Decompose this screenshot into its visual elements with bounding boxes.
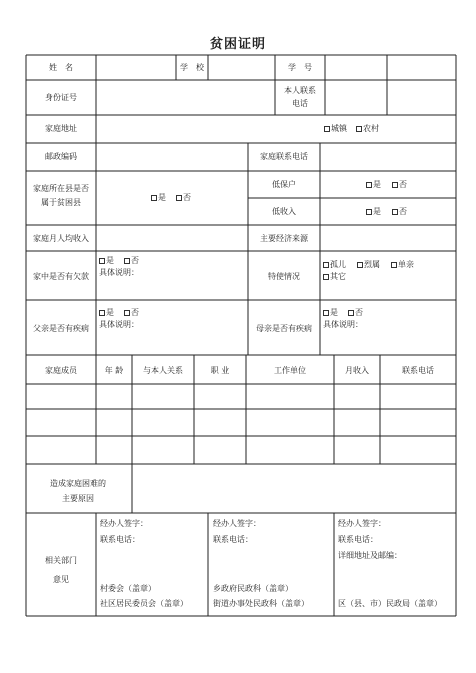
label-county-line2: 属于贫困县 xyxy=(41,198,81,207)
county-no-label: 否 xyxy=(183,193,191,202)
dibao-no-option[interactable] xyxy=(392,180,407,190)
father-no-option[interactable] xyxy=(124,308,139,318)
dibao-no-checkbox[interactable] xyxy=(392,182,398,188)
label-student-id: 学 号 xyxy=(288,63,312,72)
debt-explain-label: 具体说明： xyxy=(99,268,139,277)
col3-address: 详细地址及邮编： xyxy=(338,551,402,560)
other-checkbox[interactable] xyxy=(323,274,329,280)
single-parent-option[interactable] xyxy=(391,260,414,270)
label-special: 特使情况 xyxy=(268,272,300,281)
debt-no-checkbox[interactable] xyxy=(124,258,130,264)
label-address: 家庭地址 xyxy=(45,124,77,133)
label-county-line1: 家庭所在县是否 xyxy=(33,184,89,193)
members-header-age: 年 龄 xyxy=(104,366,124,375)
dibao-yes-label: 是 xyxy=(373,180,381,189)
label-father-ill: 父亲是否有疾病 xyxy=(33,324,89,333)
father-no-label: 否 xyxy=(131,308,139,317)
town-label: 城镇 xyxy=(331,124,347,133)
mother-explain-label: 具体说明： xyxy=(323,320,363,329)
low-income-yes-option[interactable] xyxy=(366,207,381,217)
county-no-checkbox[interactable] xyxy=(176,195,182,201)
disabled-label: 烈属 xyxy=(364,260,380,269)
label-low-income: 低收入 xyxy=(272,207,296,216)
label-id-card: 身份证号 xyxy=(45,93,77,102)
low-income-no-checkbox[interactable] xyxy=(392,209,398,215)
mother-yes-label: 是 xyxy=(330,308,338,317)
members-header-occupation: 职 业 xyxy=(210,366,230,375)
members-header-workplace: 工作单位 xyxy=(274,366,306,375)
disabled-checkbox[interactable] xyxy=(357,262,363,268)
father-explain-label: 具体说明： xyxy=(99,320,139,329)
col2-phone: 联系电话： xyxy=(213,535,253,544)
col2-seal2: 街道办事处民政科（盖章） xyxy=(213,599,309,608)
low-income-no-option[interactable] xyxy=(392,207,407,217)
mother-no-label: 否 xyxy=(355,308,363,317)
dibao-yes-option[interactable] xyxy=(366,180,381,190)
mother-no-option[interactable] xyxy=(348,308,363,318)
father-yes-checkbox[interactable] xyxy=(99,310,105,316)
label-econ-source: 主要经济来源 xyxy=(260,234,308,243)
low-income-yes-checkbox[interactable] xyxy=(366,209,372,215)
label-mother-ill: 母亲是否有疾病 xyxy=(256,324,312,333)
members-header-phone: 联系电话 xyxy=(402,366,434,375)
dibao-no-label: 否 xyxy=(399,180,407,189)
single-parent-label: 单亲 xyxy=(398,260,414,269)
dibao-yes-checkbox[interactable] xyxy=(366,182,372,188)
members-header-member: 家庭成员 xyxy=(45,366,77,375)
label-dibao: 低保户 xyxy=(272,180,296,189)
father-no-checkbox[interactable] xyxy=(124,310,130,316)
col1-seal2: 社区居民委员会（盖章） xyxy=(100,599,188,608)
single-parent-checkbox[interactable] xyxy=(391,262,397,268)
county-yes-option[interactable] xyxy=(151,193,166,203)
label-home-phone: 家庭联系电话 xyxy=(260,152,308,161)
label-contact-line1: 本人联系 xyxy=(284,86,316,95)
col2-signer: 经办人签字： xyxy=(213,519,261,528)
county-yes-checkbox[interactable] xyxy=(151,195,157,201)
label-school: 学 校 xyxy=(180,63,204,72)
members-header-income: 月收入 xyxy=(345,366,369,375)
label-cause-line2: 主要原因 xyxy=(62,494,94,503)
mother-yes-checkbox[interactable] xyxy=(323,310,329,316)
debt-yes-label: 是 xyxy=(106,256,114,265)
debt-yes-checkbox[interactable] xyxy=(99,258,105,264)
label-dept-line2: 意见 xyxy=(53,575,69,584)
county-no-option[interactable] xyxy=(176,193,191,203)
village-checkbox[interactable] xyxy=(356,126,362,132)
low-income-yes-label: 是 xyxy=(373,207,381,216)
village-option[interactable] xyxy=(356,124,379,134)
col2-seal1: 乡政府民政科（盖章） xyxy=(213,584,293,593)
members-header-relation: 与本人关系 xyxy=(143,366,183,375)
father-yes-label: 是 xyxy=(106,308,114,317)
col3-seal: 区（县、市）民政局（盖章） xyxy=(338,599,442,608)
label-postcode: 邮政编码 xyxy=(45,152,77,161)
orphan-checkbox[interactable] xyxy=(323,262,329,268)
col3-signer: 经办人签字： xyxy=(338,519,386,528)
disabled-option[interactable] xyxy=(357,260,380,270)
orphan-option[interactable] xyxy=(323,260,346,270)
father-yes-option[interactable] xyxy=(99,308,114,318)
col1-seal1: 村委会（盖章） xyxy=(100,584,156,593)
debt-no-option[interactable] xyxy=(124,256,139,266)
debt-yes-option[interactable] xyxy=(99,256,114,266)
other-label: 其它 xyxy=(330,272,346,281)
low-income-no-label: 否 xyxy=(399,207,407,216)
label-debt: 家中是否有欠款 xyxy=(33,272,89,281)
col1-phone: 联系电话： xyxy=(100,535,140,544)
label-dept-line1: 相关部门 xyxy=(45,556,77,565)
page-title: 贫困证明 xyxy=(209,37,266,52)
debt-no-label: 否 xyxy=(131,256,139,265)
col3-phone: 联系电话： xyxy=(338,535,378,544)
col1-signer: 经办人签字： xyxy=(100,519,148,528)
town-checkbox[interactable] xyxy=(324,126,330,132)
mother-no-checkbox[interactable] xyxy=(348,310,354,316)
mother-yes-option[interactable] xyxy=(323,308,338,318)
label-cause-line1: 造成家庭困难的 xyxy=(50,479,106,488)
label-contact-line2: 电话 xyxy=(292,99,308,108)
town-option[interactable] xyxy=(324,124,347,134)
county-yes-label: 是 xyxy=(158,193,166,202)
label-monthly-income: 家庭月人均收入 xyxy=(33,234,89,243)
label-name: 姓 名 xyxy=(49,63,73,72)
orphan-label: 孤儿 xyxy=(330,260,346,269)
village-label: 农村 xyxy=(363,124,379,133)
other-option[interactable] xyxy=(323,272,346,282)
